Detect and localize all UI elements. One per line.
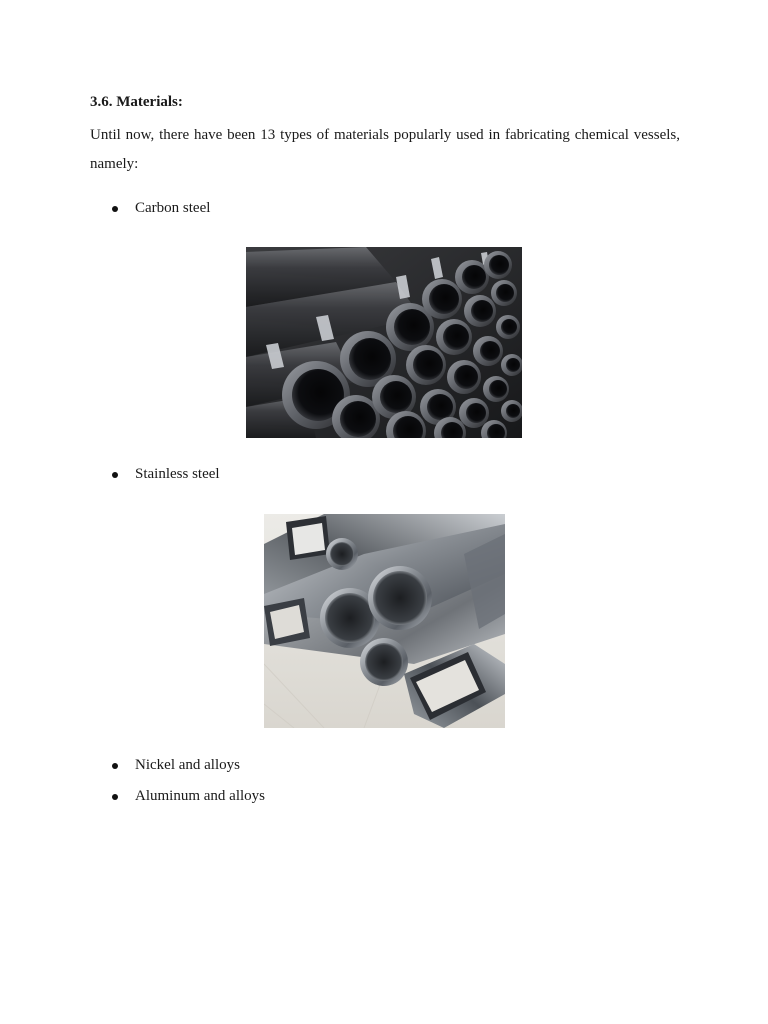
list-item-label: Aluminum and alloys xyxy=(135,788,265,804)
list-item xyxy=(112,788,265,805)
list-item xyxy=(112,757,240,774)
list-item-label: Stainless steel xyxy=(135,466,220,482)
bullet-icon xyxy=(112,206,118,212)
bullet-icon xyxy=(112,763,118,769)
bullet-icon xyxy=(112,794,118,800)
intro-paragraph: Until now, there have been 13 types of materials popularly used in fabricating chemical vessels, namely: xyxy=(90,127,680,172)
list-item-label: Carbon steel xyxy=(135,200,211,216)
bullet-icon xyxy=(112,472,118,478)
list-item-label: Nickel and alloys xyxy=(135,757,240,773)
list-item xyxy=(112,466,220,483)
stainless-steel-tubes-photo xyxy=(264,514,505,728)
carbon-steel-pipes-photo xyxy=(246,247,522,438)
section-heading: 3.6. Materials: xyxy=(90,94,183,110)
list-item xyxy=(112,200,210,217)
